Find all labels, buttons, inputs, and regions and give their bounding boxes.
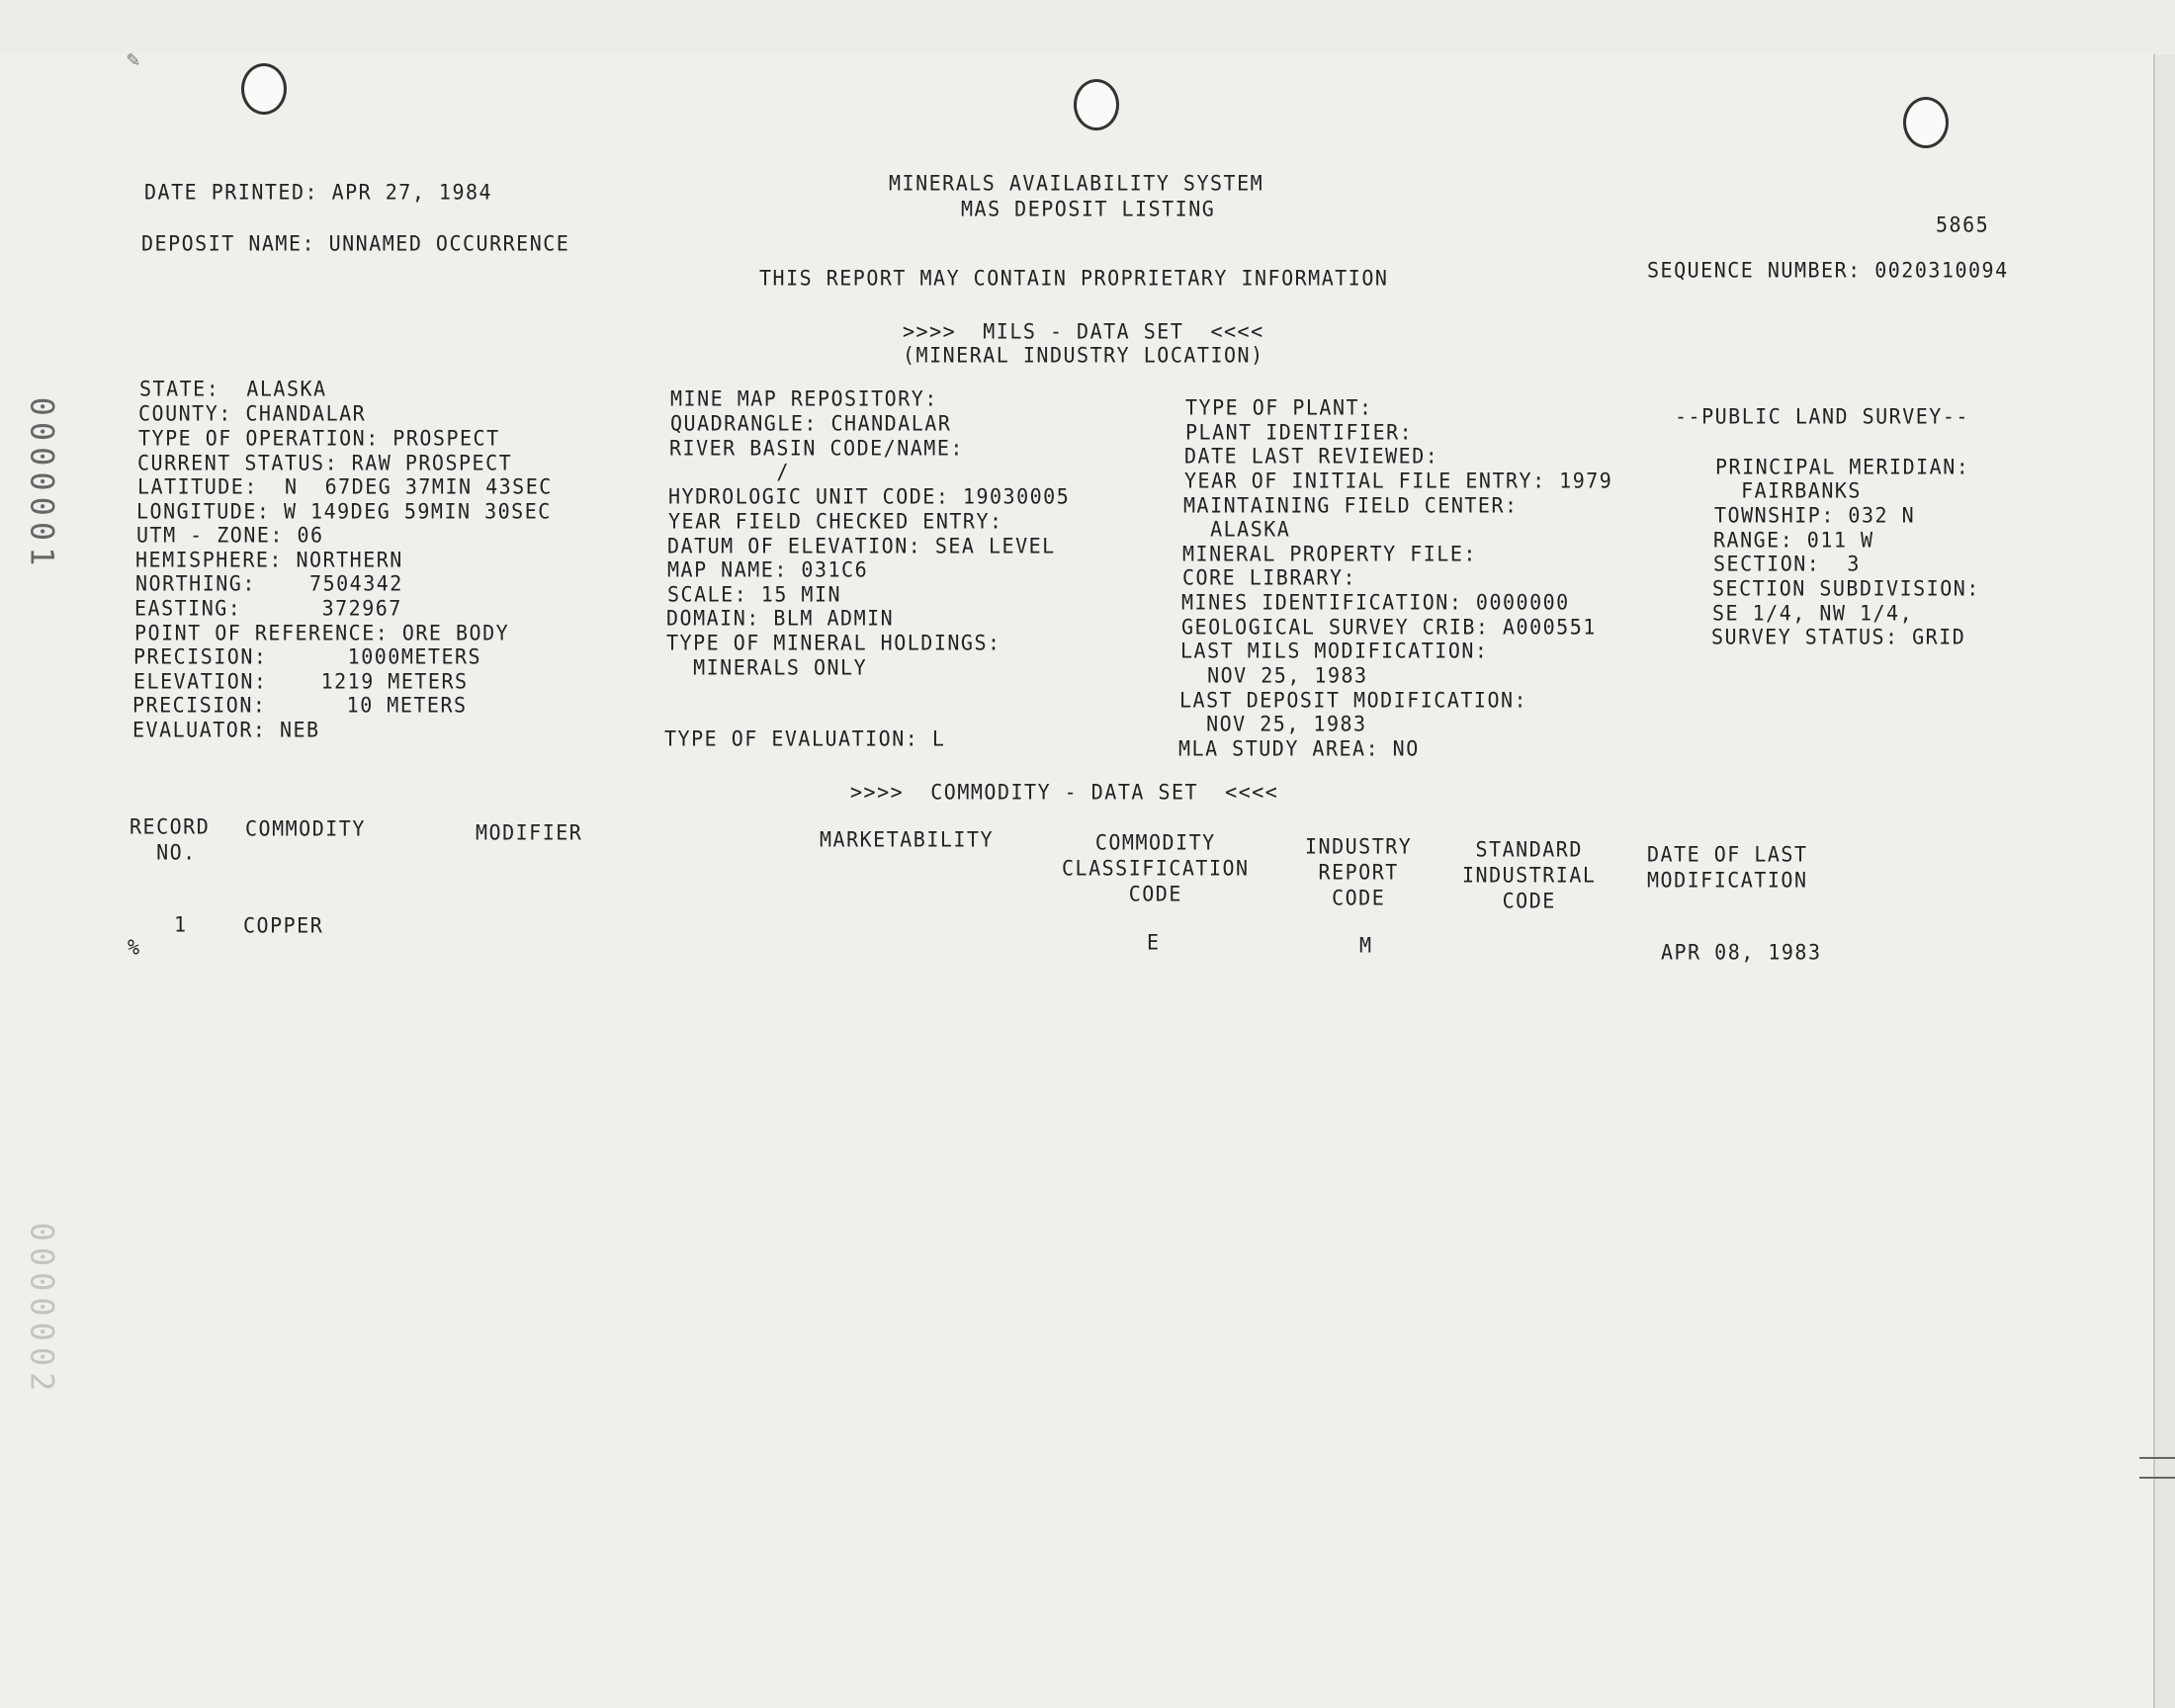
margin-stamp-faint: 0000002 [23, 1222, 61, 1398]
row-commodity: COPPER [243, 912, 324, 938]
punch-hole-right [1903, 97, 1949, 148]
field-hemisphere: HEMISPHERE: NORTHERN [135, 547, 403, 572]
field-type-of-operation: TYPE OF OPERATION: PROSPECT [138, 425, 500, 451]
field-river-basin: RIVER BASIN CODE/NAME: [669, 435, 964, 461]
field-mineral-property-file: MINERAL PROPERTY FILE: [1182, 541, 1477, 566]
field-hydrologic-unit-code: HYDROLOGIC UNIT CODE: 19030005 [668, 483, 1071, 509]
punch-hole-left [241, 63, 287, 115]
field-principal-meridian-value: FAIRBANKS [1714, 477, 1862, 503]
field-township: TOWNSHIP: 032 N [1714, 502, 1916, 528]
field-scale: SCALE: 15 MIN [667, 581, 842, 607]
header-modifier: MODIFIER [476, 819, 583, 845]
deposit-name: DEPOSIT NAME: UNNAMED OCCURRENCE [141, 230, 570, 256]
field-range: RANGE: 011 W [1713, 527, 1874, 553]
row-date-of-last-modification: APR 08, 1983 [1661, 939, 1822, 965]
row-industry-report-code: M [1359, 932, 1373, 958]
field-river-basin-value: / [669, 459, 790, 484]
field-point-of-reference: POINT OF REFERENCE: ORE BODY [134, 620, 510, 645]
field-mla-study-area: MLA STUDY AREA: NO [1178, 735, 1420, 761]
field-type-of-evaluation: TYPE OF EVALUATION: L [664, 726, 946, 751]
page-number: 5865 [1936, 212, 1990, 237]
field-section: SECTION: 3 [1713, 551, 1861, 576]
field-map-name: MAP NAME: 031C6 [667, 556, 869, 582]
scan-top-edge [0, 0, 2175, 54]
field-county: COUNTY: CHANDALAR [138, 400, 367, 426]
listing-title: MAS DEPOSIT LISTING [961, 196, 1216, 221]
field-northing: NORTHING: 7504342 [135, 570, 403, 596]
header-date-of-last-modification: DATE OF LAST MODIFICATION [1647, 841, 1808, 893]
field-mine-map-repository: MINE MAP REPOSITORY: [670, 385, 938, 411]
punch-hole-center [1074, 79, 1119, 130]
header-industry-report-code: INDUSTRY REPORT CODE [1305, 833, 1413, 910]
field-current-status: CURRENT STATUS: RAW PROSPECT [137, 450, 513, 475]
staple-mark: ✎ [127, 47, 140, 72]
field-mineral-holdings-value: MINERALS ONLY [666, 654, 868, 680]
sequence-number: SEQUENCE NUMBER: 0020310094 [1647, 257, 2009, 283]
edge-rule [2139, 1477, 2175, 1479]
field-core-library: CORE LIBRARY: [1182, 564, 1357, 590]
margin-stamp: 0000001 [23, 396, 61, 572]
date-printed: DATE PRINTED: APR 27, 1984 [144, 179, 493, 205]
field-last-deposit-modification: LAST DEPOSIT MODIFICATION: [1179, 687, 1528, 713]
header-marketability: MARKETABILITY [820, 826, 995, 852]
field-year-field-checked: YEAR FIELD CHECKED ENTRY: [668, 508, 1003, 534]
field-domain: DOMAIN: BLM ADMIN [666, 605, 895, 631]
header-classification-code: COMMODITY CLASSIFICATION CODE [1062, 829, 1250, 906]
field-easting: EASTING: 372967 [134, 595, 402, 621]
field-last-deposit-modification-date: NOV 25, 1983 [1179, 711, 1367, 736]
field-latitude: LATITUDE: N 67DEG 37MIN 43SEC [137, 473, 553, 499]
field-survey-status: SURVEY STATUS: GRID [1711, 624, 1966, 649]
row-record-no: 1 [174, 911, 188, 937]
row-classification-code: E [1147, 929, 1161, 955]
field-last-mils-modification: LAST MILS MODIFICATION: [1180, 638, 1489, 663]
field-plant-identifier: PLANT IDENTIFIER: [1185, 419, 1414, 445]
field-principal-meridian: PRINCIPAL MERIDIAN: [1715, 454, 1970, 479]
header-standard-industrial-code: STANDARD INDUSTRIAL CODE [1462, 836, 1597, 913]
field-state: STATE: ALASKA [139, 376, 327, 401]
field-elevation: ELEVATION: 1219 METERS [133, 668, 469, 694]
mils-title: >>>> MILS - DATA SET <<<< [903, 318, 1264, 344]
header-record-no: RECORD NO. [130, 813, 211, 865]
field-field-center-value: ALASKA [1183, 516, 1291, 542]
field-maintaining-field-center: MAINTAINING FIELD CENTER: [1183, 492, 1519, 518]
field-elevation-precision: PRECISION: 10 METERS [132, 692, 468, 718]
field-datum-of-elevation: DATUM OF ELEVATION: SEA LEVEL [667, 533, 1056, 558]
header-commodity: COMMODITY [245, 815, 366, 841]
field-quadrangle: QUADRANGLE: CHANDALAR [670, 410, 952, 436]
field-type-of-plant: TYPE OF PLANT: [1185, 394, 1373, 420]
commodity-title: >>>> COMMODITY - DATA SET <<<< [850, 779, 1279, 805]
page-right-edge [2153, 54, 2175, 1708]
field-type-of-mineral-holdings: TYPE OF MINERAL HOLDINGS: [666, 630, 1001, 655]
field-geological-survey-crib: GEOLOGICAL SURVEY CRIB: A000551 [1181, 614, 1597, 640]
field-evaluator: EVALUATOR: NEB [132, 717, 320, 742]
system-title: MINERALS AVAILABILITY SYSTEM [889, 170, 1264, 196]
field-section-subdivision: SECTION SUBDIVISION: [1712, 575, 1980, 601]
public-land-survey-title: --PUBLIC LAND SURVEY-- [1675, 403, 1969, 429]
field-last-mils-modification-date: NOV 25, 1983 [1180, 662, 1368, 688]
field-utm-zone: UTM - ZONE: 06 [136, 522, 324, 548]
row-flag: % [128, 934, 141, 960]
field-mines-identification: MINES IDENTIFICATION: 0000000 [1181, 589, 1570, 615]
field-longitude: LONGITUDE: W 149DEG 59MIN 30SEC [136, 498, 552, 524]
field-section-subdivision-value: SE 1/4, NW 1/4, [1712, 600, 1914, 626]
field-year-initial-file-entry: YEAR OF INITIAL FILE ENTRY: 1979 [1184, 468, 1613, 493]
mils-subtitle: (MINERAL INDUSTRY LOCATION) [903, 342, 1264, 368]
field-date-last-reviewed: DATE LAST REVIEWED: [1184, 443, 1439, 469]
edge-rule [2139, 1457, 2175, 1459]
proprietary-notice: THIS REPORT MAY CONTAIN PROPRIETARY INFORMATION [759, 265, 1389, 291]
field-precision: PRECISION: 1000METERS [133, 643, 482, 669]
